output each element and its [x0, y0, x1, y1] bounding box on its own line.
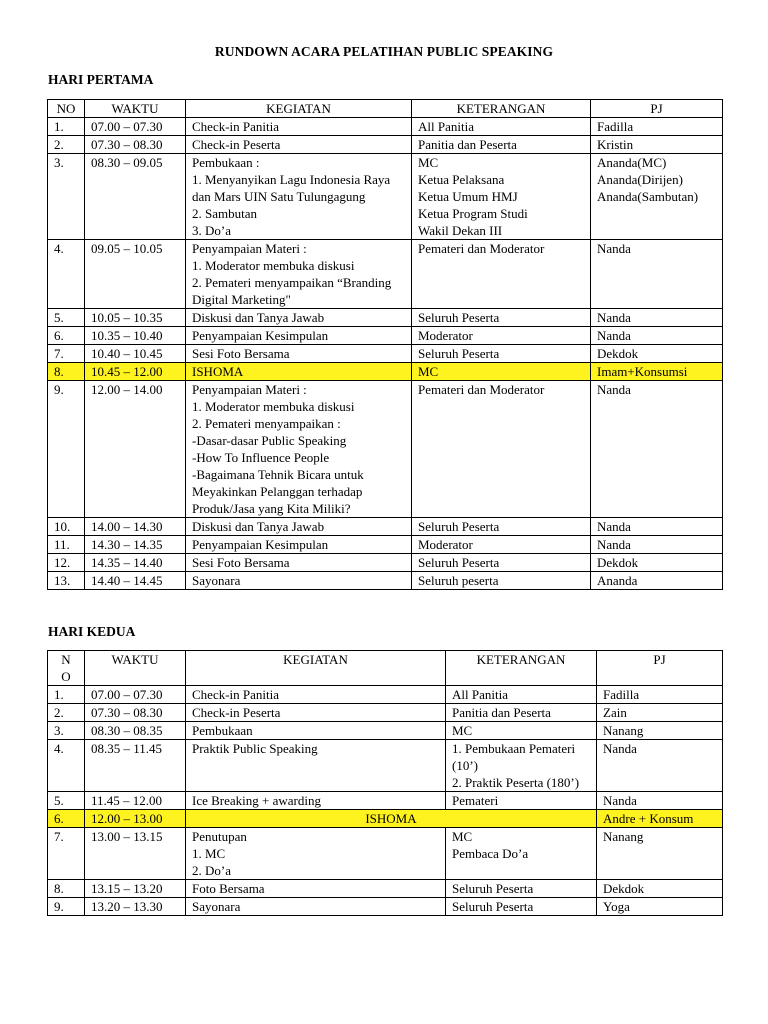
table-row [48, 722, 723, 740]
table-row [48, 327, 723, 345]
table-row [48, 309, 723, 327]
day2-heading: HARI KEDUA [48, 624, 136, 639]
cell-kegiatan: Sayonara [186, 572, 412, 590]
cell-kegiatan: Penyampaian Kesimpulan [186, 536, 412, 554]
header-waktu: WAKTU [85, 651, 186, 686]
cell-pj: Ananda(MC) Ananda(Dirijen) Ananda(Sambutan) [591, 154, 723, 240]
cell-kegiatan: Check-in Panitia [186, 686, 446, 704]
cell-keterangan: Moderator [412, 327, 591, 345]
header-pj: PJ [591, 100, 723, 118]
cell-kegiatan: Sayonara [186, 898, 446, 916]
cell-keterangan: Seluruh Peserta [446, 880, 597, 898]
table-row [48, 880, 723, 898]
cell-waktu: 09.05 – 10.05 [85, 240, 186, 309]
header-no: NO [48, 100, 85, 118]
cell-waktu: 13.00 – 13.15 [85, 828, 186, 880]
header-keterangan: KETERANGAN [446, 651, 597, 686]
cell-pj: Dekdok [597, 880, 723, 898]
document-title: RUNDOWN ACARA PELATIHAN PUBLIC SPEAKING [214, 44, 554, 59]
cell-pj: Nanang [597, 828, 723, 880]
cell-kegiatan: Penyampaian Materi : 1. Moderator membuka diskusi 2. Pemateri menyampaikan : -Dasar-dasar Public Speaking -How To Influence People -Bagaimana Tehnik Bicara untuk Meyakinkan Pelanggan terhadap Produk/Jasa yang Kita Miliki? [186, 381, 412, 518]
cell-pj: Dekdok [591, 345, 723, 363]
cell-waktu: 10.45 – 12.00 [85, 363, 186, 381]
table-row [48, 536, 723, 554]
cell-pj: Nanda [597, 792, 723, 810]
table-header-row [48, 651, 723, 686]
cell-no: 9. [48, 898, 85, 916]
cell-no: 5. [48, 792, 85, 810]
cell-pj: Dekdok [591, 554, 723, 572]
cell-no: 6. [48, 327, 85, 345]
cell-kegiatan: Praktik Public Speaking [186, 740, 446, 792]
cell-kegiatan: Check-in Panitia [186, 118, 412, 136]
cell-kegiatan: Pembukaan [186, 722, 446, 740]
cell-pj: Nanda [591, 536, 723, 554]
cell-pj: Nanda [591, 327, 723, 345]
table-row [48, 810, 723, 828]
table-row [48, 381, 723, 518]
cell-keterangan: 1. Pembukaan Pemateri (10’) 2. Praktik Peserta (180’) [446, 740, 597, 792]
table-row [48, 828, 723, 880]
cell-kegiatan: ISHOMA [186, 363, 412, 381]
cell-kegiatan: Sesi Foto Bersama [186, 345, 412, 363]
cell-kegiatan: Penyampaian Materi : 1. Moderator membuka diskusi 2. Pemateri menyampaikan “Branding Digital Marketing" [186, 240, 412, 309]
cell-kegiatan: Diskusi dan Tanya Jawab [186, 309, 412, 327]
cell-waktu: 14.30 – 14.35 [85, 536, 186, 554]
cell-waktu: 12.00 – 14.00 [85, 381, 186, 518]
cell-kegiatan: Foto Bersama [186, 880, 446, 898]
cell-pj: Yoga [597, 898, 723, 916]
cell-waktu: 07.00 – 07.30 [85, 118, 186, 136]
day1-rundown-table [47, 99, 723, 590]
cell-waktu: 14.40 – 14.45 [85, 572, 186, 590]
cell-kegiatan-merged: ISHOMA [186, 810, 597, 828]
cell-waktu: 07.00 – 07.30 [85, 686, 186, 704]
table-row [48, 518, 723, 536]
cell-pj: Nanang [597, 722, 723, 740]
cell-waktu: 08.30 – 08.35 [85, 722, 186, 740]
cell-keterangan: Seluruh Peserta [412, 554, 591, 572]
cell-keterangan: MC Ketua Pelaksana Ketua Umum HMJ Ketua Program Studi Wakil Dekan III [412, 154, 591, 240]
cell-keterangan: Pemateri dan Moderator [412, 381, 591, 518]
cell-pj: Nanda [591, 381, 723, 518]
cell-waktu: 13.20 – 13.30 [85, 898, 186, 916]
cell-no: 10. [48, 518, 85, 536]
cell-waktu: 10.35 – 10.40 [85, 327, 186, 345]
cell-waktu: 14.00 – 14.30 [85, 518, 186, 536]
cell-kegiatan: Check-in Peserta [186, 136, 412, 154]
table-row [48, 118, 723, 136]
table-row [48, 740, 723, 792]
cell-no: 2. [48, 704, 85, 722]
table-row [48, 792, 723, 810]
cell-keterangan: Moderator [412, 536, 591, 554]
cell-pj: Ananda [591, 572, 723, 590]
cell-keterangan: Seluruh peserta [412, 572, 591, 590]
cell-keterangan: All Panitia [446, 686, 597, 704]
cell-pj: Andre + Konsum [597, 810, 723, 828]
cell-waktu: 11.45 – 12.00 [85, 792, 186, 810]
cell-waktu: 10.05 – 10.35 [85, 309, 186, 327]
cell-pj: Fadilla [597, 686, 723, 704]
cell-no: 11. [48, 536, 85, 554]
cell-no: 1. [48, 686, 85, 704]
cell-waktu: 10.40 – 10.45 [85, 345, 186, 363]
cell-kegiatan: Ice Breaking + awarding [186, 792, 446, 810]
cell-waktu: 13.15 – 13.20 [85, 880, 186, 898]
cell-kegiatan: Sesi Foto Bersama [186, 554, 412, 572]
cell-no: 4. [48, 740, 85, 792]
table-row [48, 572, 723, 590]
cell-no: 7. [48, 828, 85, 880]
cell-no: 6. [48, 810, 85, 828]
cell-waktu: 12.00 – 13.00 [85, 810, 186, 828]
cell-keterangan: MC [446, 722, 597, 740]
header-no: N O [48, 651, 85, 686]
cell-no: 3. [48, 154, 85, 240]
cell-keterangan: Pemateri [446, 792, 597, 810]
cell-no: 12. [48, 554, 85, 572]
cell-no: 7. [48, 345, 85, 363]
cell-keterangan: Panitia dan Peserta [446, 704, 597, 722]
table-row [48, 345, 723, 363]
table-row [48, 136, 723, 154]
day1-heading: HARI PERTAMA [48, 72, 154, 87]
cell-no: 1. [48, 118, 85, 136]
cell-pj: Nanda [597, 740, 723, 792]
cell-no: 4. [48, 240, 85, 309]
cell-keterangan: MC Pembaca Do’a [446, 828, 597, 880]
cell-keterangan: All Panitia [412, 118, 591, 136]
cell-keterangan: Seluruh Peserta [412, 309, 591, 327]
table-row [48, 686, 723, 704]
cell-pj: Imam+Konsumsi [591, 363, 723, 381]
cell-no: 13. [48, 572, 85, 590]
cell-no: 9. [48, 381, 85, 518]
cell-keterangan: Panitia dan Peserta [412, 136, 591, 154]
cell-kegiatan: Diskusi dan Tanya Jawab [186, 518, 412, 536]
cell-no: 2. [48, 136, 85, 154]
header-waktu: WAKTU [85, 100, 186, 118]
cell-no: 8. [48, 880, 85, 898]
table-row [48, 554, 723, 572]
cell-waktu: 08.35 – 11.45 [85, 740, 186, 792]
cell-keterangan: Seluruh Peserta [412, 518, 591, 536]
cell-pj: Kristin [591, 136, 723, 154]
cell-pj: Zain [597, 704, 723, 722]
cell-pj: Nanda [591, 240, 723, 309]
table-row [48, 704, 723, 722]
table-row [48, 898, 723, 916]
cell-waktu: 07.30 – 08.30 [85, 704, 186, 722]
cell-waktu: 07.30 – 08.30 [85, 136, 186, 154]
header-kegiatan: KEGIATAN [186, 651, 446, 686]
cell-waktu: 14.35 – 14.40 [85, 554, 186, 572]
cell-keterangan: Seluruh Peserta [412, 345, 591, 363]
cell-waktu: 08.30 – 09.05 [85, 154, 186, 240]
table-row [48, 154, 723, 240]
cell-pj: Nanda [591, 518, 723, 536]
table-row [48, 240, 723, 309]
header-pj: PJ [597, 651, 723, 686]
cell-keterangan: MC [412, 363, 591, 381]
header-kegiatan: KEGIATAN [186, 100, 412, 118]
cell-kegiatan: Check-in Peserta [186, 704, 446, 722]
cell-kegiatan: Pembukaan : 1. Menyanyikan Lagu Indonesia Raya dan Mars UIN Satu Tulungagung 2. Sambutan 3. Do’a [186, 154, 412, 240]
table-header-row [48, 100, 723, 118]
cell-kegiatan: Penutupan 1. MC 2. Do’a [186, 828, 446, 880]
cell-pj: Nanda [591, 309, 723, 327]
cell-no: 5. [48, 309, 85, 327]
table-row [48, 363, 723, 381]
cell-keterangan: Seluruh Peserta [446, 898, 597, 916]
cell-kegiatan: Penyampaian Kesimpulan [186, 327, 412, 345]
cell-keterangan: Pemateri dan Moderator [412, 240, 591, 309]
cell-no: 8. [48, 363, 85, 381]
header-keterangan: KETERANGAN [412, 100, 591, 118]
cell-pj: Fadilla [591, 118, 723, 136]
cell-no: 3. [48, 722, 85, 740]
day2-rundown-table [47, 650, 723, 916]
